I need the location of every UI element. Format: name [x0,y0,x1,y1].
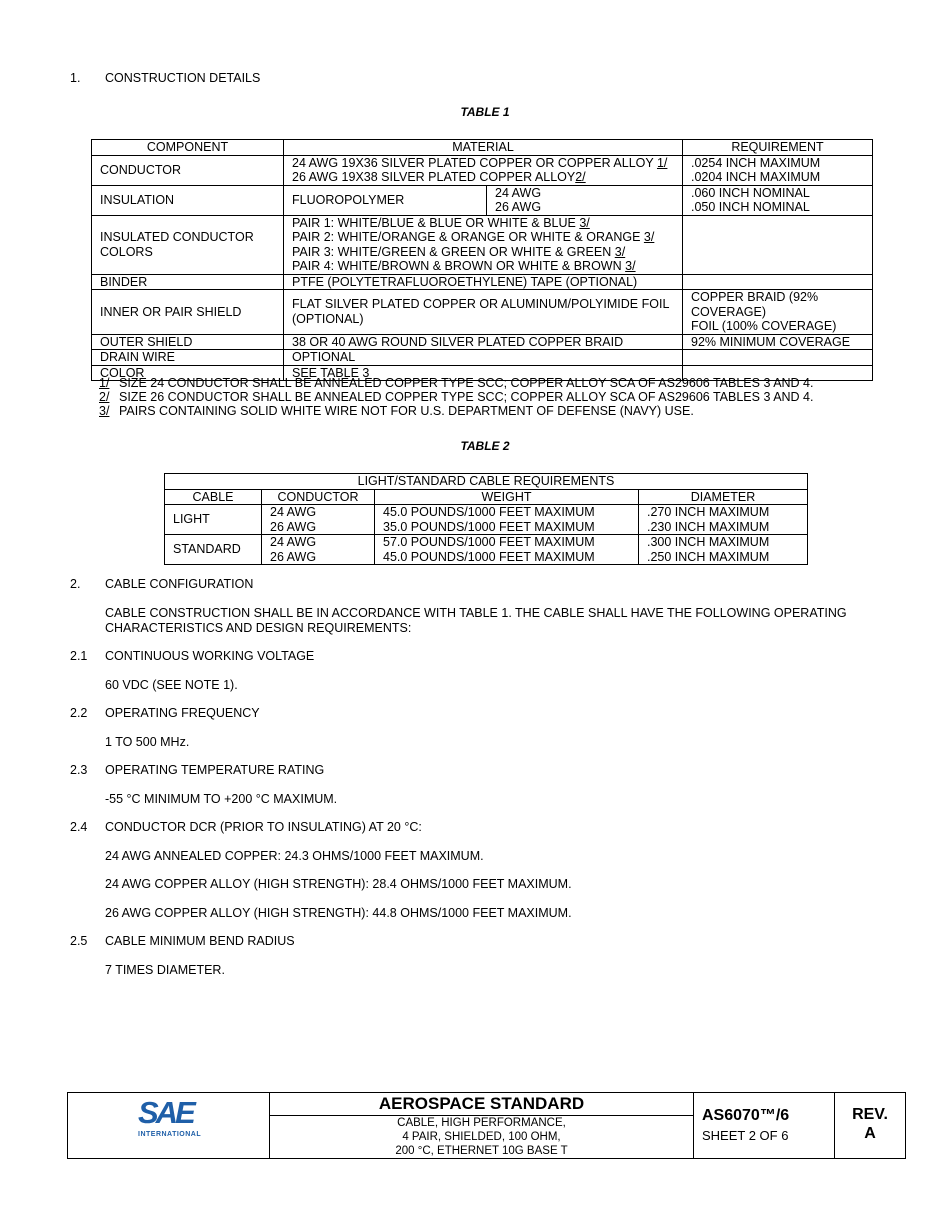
section-2-4-number: 2.4 [70,820,88,834]
table-1-note: 1/ SIZE 24 CONDUCTOR SHALL BE ANNEALED COPPER TYPE SCC; COPPER ALLOY SCA OF AS29606 TABLES 3 AND 4. [99,376,814,390]
table-1-header-row [92,140,873,156]
header-requirement: REQUIREMENT [683,140,873,156]
document-description: CABLE, HIGH PERFORMANCE, 4 PAIR, SHIELDED, 100 OHM, 200 °C, ETHERNET 10G BASE T [395,1117,568,1157]
color-component: COLOR [92,365,284,381]
color-material: SEE TABLE 3 [284,365,683,381]
section-2-4-line: 24 AWG COPPER ALLOY (HIGH STRENGTH): 28.4 OHMS/1000 FEET MAXIMUM. [105,877,572,891]
outer-shield-component: OUTER SHIELD [92,334,284,350]
binder-requirement [683,274,873,290]
table-row-outer-shield [92,334,873,350]
revision-value: A [864,1125,876,1142]
table-1-note: 2/ SIZE 26 CONDUCTOR SHALL BE ANNEALED COPPER TYPE SCC; COPPER ALLOY SCA OF AS29606 TABLES 3 AND 4. [99,390,814,404]
doc-number-cell [694,1093,835,1158]
table-row-drain-wire [92,350,873,366]
table-row-binder [92,274,873,290]
conductor-material: 24 AWG 19X36 SILVER PLATED COPPER OR COPPER ALLOY 1/ 26 AWG 19X38 SILVER PLATED COPPER ALLOY2/ [284,155,683,185]
logo-cell [68,1093,270,1158]
conductor-sizes: 24 AWG 26 AWG [262,535,375,565]
drain-wire-component: DRAIN WIRE [92,350,284,366]
conductor-sizes: 24 AWG 26 AWG [262,505,375,535]
table-row-inner-shield [92,290,873,335]
revision-label: REV. [852,1106,888,1123]
weights: 57.0 POUNDS/1000 FEET MAXIMUM 45.0 POUNDS/1000 FEET MAXIMUM [375,535,639,565]
binder-component: BINDER [92,274,284,290]
section-2-2-number: 2.2 [70,706,88,720]
section-2-5-title: CABLE MINIMUM BEND RADIUS [105,934,295,948]
colors-component: INSULATED CONDUCTOR COLORS [92,215,284,274]
header-diameter: DIAMETER [639,489,808,505]
drain-wire-requirement [683,350,873,366]
sae-logo-subtext: INTERNATIONAL [138,1131,202,1138]
section-2-2-body: 1 TO 500 MHz. [105,735,190,749]
section-2-5-body: 7 TIMES DIAMETER. [105,963,225,977]
section-2-1-number: 2.1 [70,649,88,663]
table-2-header-row [165,489,808,505]
diameters: .270 INCH MAXIMUM .230 INCH MAXIMUM [639,505,808,535]
section-2-4-title: CONDUCTOR DCR (PRIOR TO INSULATING) AT 20 °C: [105,820,422,834]
section-2-4-line: 26 AWG COPPER ALLOY (HIGH STRENGTH): 44.8 OHMS/1000 FEET MAXIMUM. [105,906,572,920]
section-2-1-body: 60 VDC (SEE NOTE 1). [105,678,238,692]
table-row-colors [92,215,873,274]
cable-type: STANDARD [165,535,262,565]
inner-shield-requirement: COPPER BRAID (92% COVERAGE) FOIL (100% COVERAGE) [683,290,873,335]
conductor-component: CONDUCTOR [92,155,284,185]
section-2-4-line: 24 AWG ANNEALED COPPER: 24.3 OHMS/1000 FEET MAXIMUM. [105,849,484,863]
section-2-3-title: OPERATING TEMPERATURE RATING [105,763,325,777]
binder-material: PTFE (POLYTETRAFLUOROETHYLENE) TAPE (OPTIONAL) [284,274,683,290]
section-1-number: 1. [70,71,81,85]
header-weight: WEIGHT [375,489,639,505]
sae-logo: SAE [138,1095,193,1130]
revision-cell [835,1093,905,1158]
table-2 [164,473,808,565]
diameters: .300 INCH MAXIMUM .250 INCH MAXIMUM [639,535,808,565]
title-cell [270,1093,694,1158]
insulation-component: INSULATION [92,185,284,215]
inner-shield-component: INNER OR PAIR SHIELD [92,290,284,335]
section-2-title: CABLE CONFIGURATION [105,577,254,591]
conductor-requirement: .0254 INCH MAXIMUM .0204 INCH MAXIMUM [683,155,873,185]
section-2-number: 2. [70,577,81,591]
table-row-insulation [92,185,873,215]
insulation-material: FLUOROPOLYMER [284,185,487,215]
section-2-3-body: -55 °C MINIMUM TO +200 °C MAXIMUM. [105,792,338,806]
insulation-requirement: .060 INCH NOMINAL .050 INCH NOMINAL [683,185,873,215]
document-number: AS6070™/6 [702,1107,790,1124]
table-1 [91,139,873,381]
section-2-5-number: 2.5 [70,934,88,948]
inner-shield-material: FLAT SILVER PLATED COPPER OR ALUMINUM/POLYIMIDE FOIL (OPTIONAL) [284,290,683,335]
colors-requirement [683,215,873,274]
section-2-1-title: CONTINUOUS WORKING VOLTAGE [105,649,315,663]
table-1-note: 3/ PAIRS CONTAINING SOLID WHITE WIRE NOT FOR U.S. DEPARTMENT OF DEFENSE (NAVY) USE. [99,404,694,418]
table-2-title: LIGHT/STANDARD CABLE REQUIREMENTS [165,474,808,490]
colors-material: PAIR 1: WHITE/BLUE & BLUE OR WHITE & BLUE 3/ PAIR 2: WHITE/ORANGE & ORANGE OR WHITE & ORANGE 3/ PAIR 3: WHITE/GREEN & GREEN OR WHITE & GREEN 3/ PAIR 4: WHITE/BROWN & BROWN OR WHITE & BROWN 3/ [284,215,683,274]
section-2-2-title: OPERATING FREQUENCY [105,706,260,720]
table-row-conductor [92,155,873,185]
table-row-light [165,505,808,535]
header-cable: CABLE [165,489,262,505]
sheet-number: SHEET 2 OF 6 [702,1128,789,1143]
standard-label: AEROSPACE STANDARD [270,1093,693,1116]
header-material: MATERIAL [284,140,683,156]
section-1-title: CONSTRUCTION DETAILS [105,71,261,85]
outer-shield-material: 38 OR 40 AWG ROUND SILVER PLATED COPPER BRAID [284,334,683,350]
outer-shield-requirement: 92% MINIMUM COVERAGE [683,334,873,350]
table-2-caption: TABLE 2 [460,439,510,453]
insulation-sizes: 24 AWG 26 AWG [487,185,683,215]
weights: 45.0 POUNDS/1000 FEET MAXIMUM 35.0 POUNDS/1000 FEET MAXIMUM [375,505,639,535]
section-2-3-number: 2.3 [70,763,88,777]
table-row-standard [165,535,808,565]
title-block [67,1092,906,1159]
header-component: COMPONENT [92,140,284,156]
table-1-caption: TABLE 1 [460,105,510,119]
section-2-body: CABLE CONSTRUCTION SHALL BE IN ACCORDANCE WITH TABLE 1. THE CABLE SHALL HAVE THE FOLLOWING OPERATING CHARACTERISTICS AND DESIGN REQUIREMENTS: [105,606,847,635]
header-conductor: CONDUCTOR [262,489,375,505]
drain-wire-material: OPTIONAL [284,350,683,366]
cable-type: LIGHT [165,505,262,535]
